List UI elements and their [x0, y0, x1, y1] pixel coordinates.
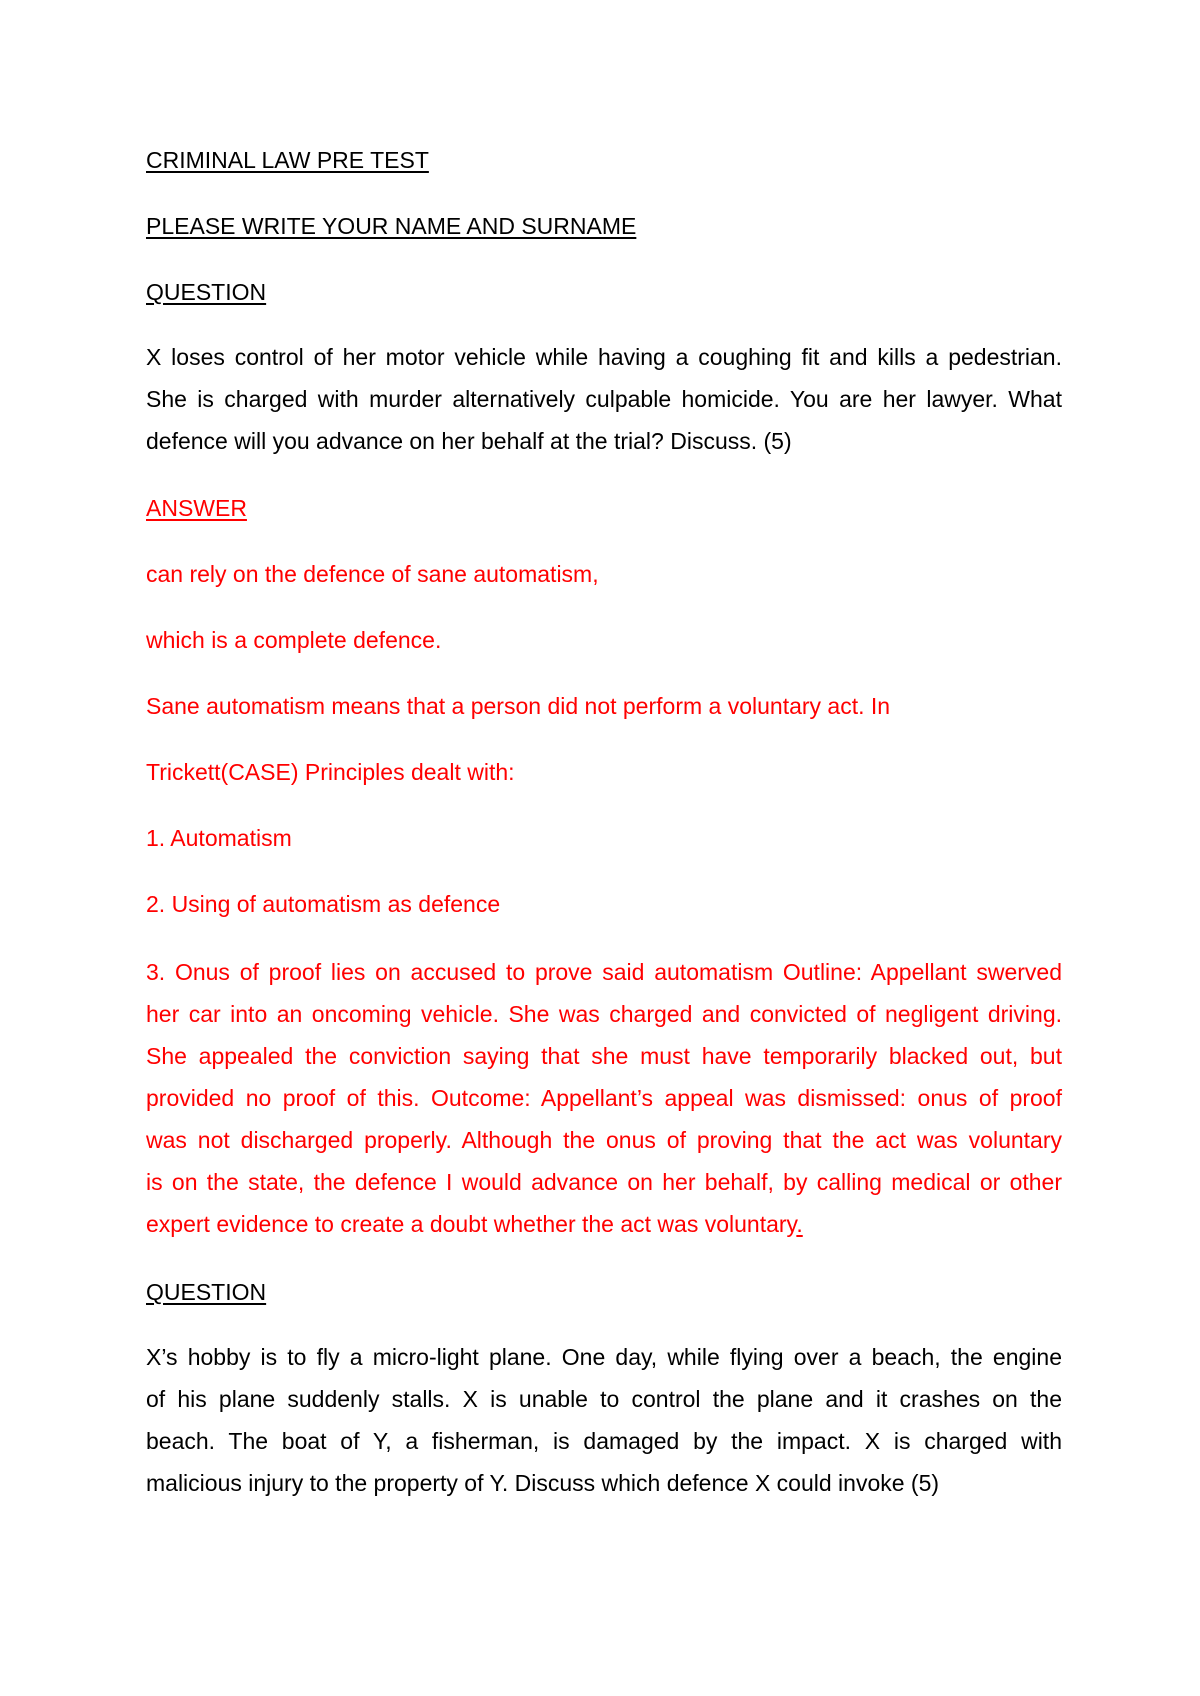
question-1-heading: QUESTION — [146, 279, 267, 305]
name-instruction: PLEASE WRITE YOUR NAME AND SURNAME — [146, 213, 637, 239]
answer-paragraph: Trickett(CASE) Principles dealt with: — [146, 759, 515, 785]
answer-line: She appealed the conviction saying that she must have temporarily blacked out, but — [146, 1043, 1062, 1069]
question-2-line: beach. The boat of Y, a fisherman, is damaged by the impact. X is charged with — [146, 1428, 1062, 1454]
answer-list-item: 2. Using of automatism as defence — [146, 891, 501, 917]
question-1-line: defence will you advance on her behalf at the trial? Discuss. (5) — [146, 428, 792, 454]
question-2-heading: QUESTION — [146, 1279, 267, 1305]
question-1-line: X loses control of her motor vehicle while having a coughing fit and kills a pedestrian. — [146, 344, 1062, 370]
question-1-line: She is charged with murder alternatively culpable homicide. You are her lawyer. What — [146, 386, 1062, 412]
answer-line: provided no proof of this. Outcome: Appellant’s appeal was dismissed: onus of proof — [146, 1085, 1062, 1111]
document-title: CRIMINAL LAW PRE TEST — [146, 147, 429, 173]
answer-paragraph: Sane automatism means that a person did not perform a voluntary act. In — [146, 693, 891, 719]
answer-line: was not discharged properly. Although the onus of proving that the act was voluntary — [146, 1127, 1062, 1153]
answer-end-period: . — [796, 1211, 803, 1237]
question-2-line: of his plane suddenly stalls. X is unable to control the plane and it crashes on the — [146, 1386, 1062, 1412]
answer-list-item: 1. Automatism — [146, 825, 292, 851]
answer-line: is on the state, the defence I would advance on her behalf, by calling medical or other — [146, 1169, 1062, 1195]
answer-line-last — [146, 1210, 803, 1238]
answer-heading: ANSWER — [146, 495, 247, 521]
answer-line: 3. Onus of proof lies on accused to prove said automatism Outline: Appellant swerved — [146, 959, 1062, 985]
question-2-line: X’s hobby is to fly a micro-light plane. One day, while flying over a beach, the engine — [146, 1344, 1062, 1370]
answer-paragraph: can rely on the defence of sane automatism, — [146, 561, 599, 587]
answer-line-text: expert evidence to create a doubt whether the act was voluntary — [146, 1211, 797, 1237]
answer-line: her car into an oncoming vehicle. She was charged and convicted of negligent driving. — [146, 1001, 1062, 1027]
question-2-line: malicious injury to the property of Y. Discuss which defence X could invoke (5) — [146, 1470, 940, 1496]
answer-paragraph: which is a complete defence. — [146, 627, 442, 653]
